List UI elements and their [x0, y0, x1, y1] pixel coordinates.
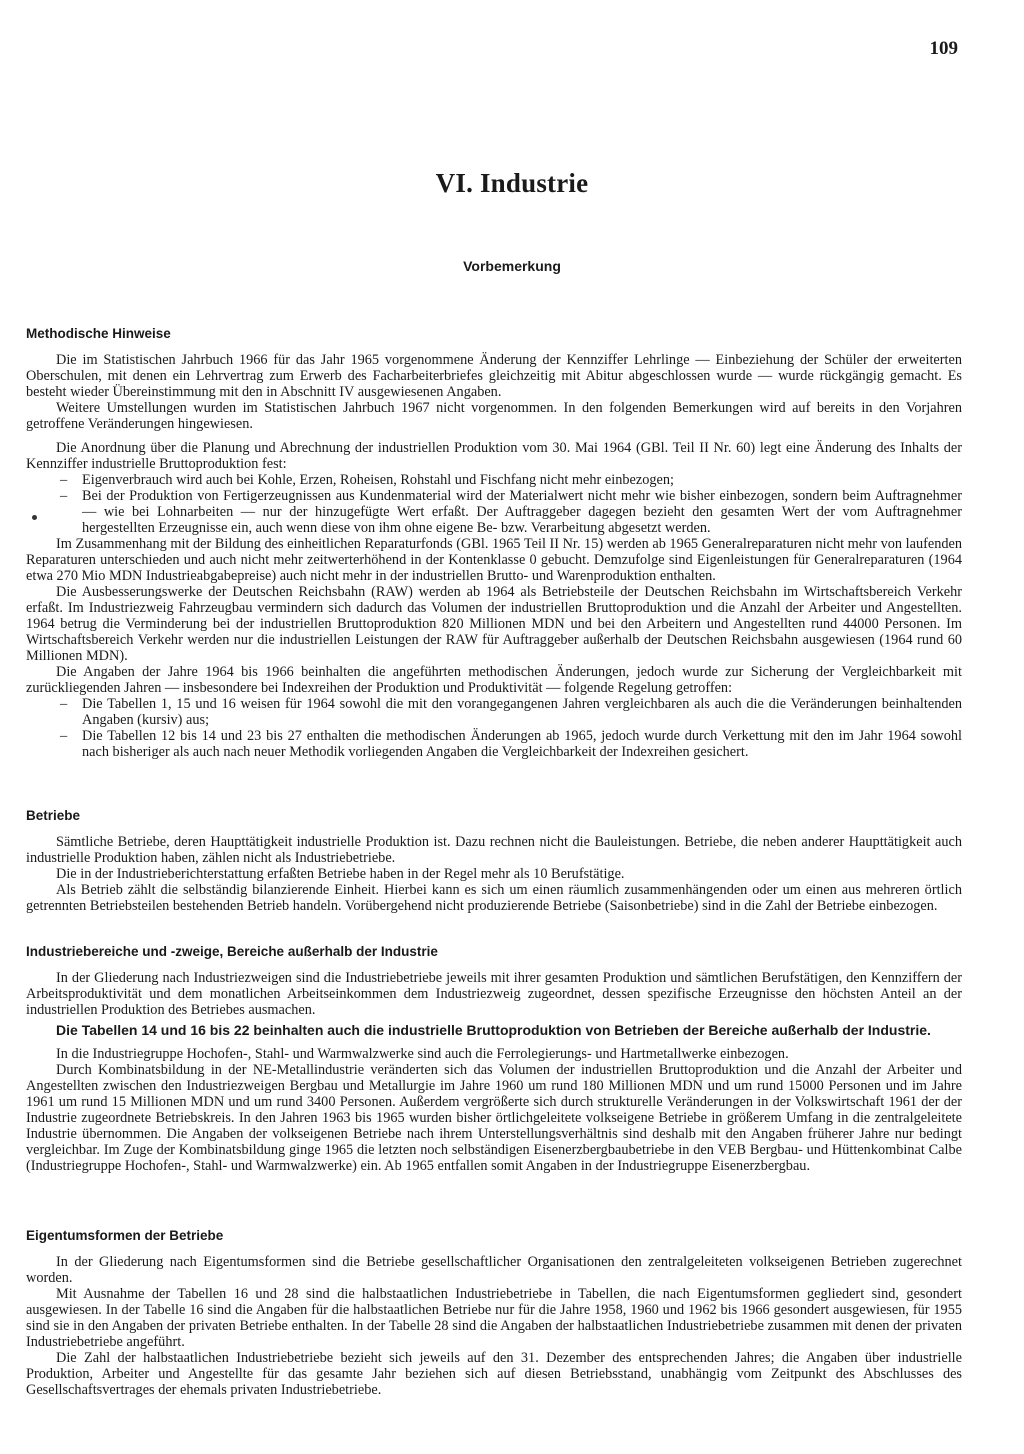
paragraph: Die Anordnung über die Planung und Abrechnung der industriellen Produktion vom 30. Mai 1964 (GBl. Teil II Nr. 60) legt eine Änderung des Inhalts der Kennziffer industrielle Bruttoproduktion fest: — [26, 440, 962, 472]
paragraph: Die Zahl der halbstaatlichen Industriebetriebe bezieht sich jeweils auf den 31. Dezember des entsprechenden Jahres; die Angaben über industrielle Produktion, Arbeiter und Angestellte für das gesamte Jahr beziehen sich auf diesen Betriebsstand, unabhängig vom Zeitpunkt des Abschlusses des Gesellschaftsvertrages der ehemals privaten Industriebetriebe. — [26, 1350, 962, 1398]
dash-list-item: – Bei der Produktion von Fertigerzeugnissen aus Kundenmaterial wird der Materialwert nicht mehr wie bisher einbezogen, sondern beim Auftragnehmer — wie bei Lohnarbeiten — nur der hinzugefügte Wert erfaßt. Der Auftraggeber dagegen bezieht den gesamten Wert der vom Auftragnehmer hergestellten Erzeugnisse ein, auch wenn diese von ihm ohne eigene Be- bzw. Verarbeitung abgesetzt werden. — [60, 488, 962, 536]
paragraph: In der Gliederung nach Industriezweigen sind die Industriebetriebe jeweils mit ihrer gesamten Produktion und sämtlichen Berufstätigen, den Kennziffern der Arbeitsproduktivität und dem monatlichen Arbeitseinkommen dem Industriezweig zugeordnet, dessen spezifische Erzeugnisse den höchsten Anteil an der industriellen Produktion des Betriebes ausmachen. — [26, 970, 962, 1018]
section-heading: Eigentumsformen der Betriebe — [26, 1228, 224, 1243]
chapter-title: VI. Industrie — [435, 168, 589, 198]
paragraph: In die Industriegruppe Hochofen-, Stahl- und Warmwalzwerke sind auch die Ferrolegierungs- und Hartmetallwerke einbezogen. — [56, 1046, 789, 1062]
preliminary-title: Vorbemerkung — [463, 258, 561, 274]
paragraph: Sämtliche Betriebe, deren Haupttätigkeit industrielle Produktion ist. Dazu rechnen nicht die Bauleistungen. Betriebe, die neben anderer Haupttätigkeit auch industrielle Produktion haben, zählen nicht als Industriebetriebe. — [26, 834, 962, 866]
section-heading: Methodische Hinweise — [26, 326, 171, 341]
dash-list-item: – Die Tabellen 12 bis 14 und 23 bis 27 enthalten die methodischen Änderungen ab 1965, jedoch wurde durch Verkettung mit den im Jahr 1964 sowohl nach bisheriger als auch nach neuer Methodik vorliegenden Angaben die Vergleichbarkeit der Indexreihen gesichert. — [60, 728, 962, 760]
dash-list-item: – Eigenverbrauch wird auch bei Kohle, Erzen, Roheisen, Rohstahl und Fischfang nicht mehr einbezogen; — [60, 472, 674, 488]
bold-paragraph: Die Tabellen 14 und 16 bis 22 beinhalten auch die industrielle Bruttoproduktion von Betrieben der Bereiche außerhalb der Industrie. — [56, 1022, 931, 1038]
paragraph: Als Betrieb zählt die selbständig bilanzierende Einheit. Hierbei kann es sich um einen räumlich zusammenhängenden oder um einen aus mehreren örtlich getrennten Betriebsteilen bestehenden Betrieb handeln. Vorübergehend nicht produzierende Betriebe (Saisonbetriebe) sind in die Zahl der Betriebe einbezogen. — [26, 882, 962, 914]
paragraph: Die Ausbesserungswerke der Deutschen Reichsbahn (RAW) werden ab 1964 als Betriebsteile der Deutschen Reichsbahn im Wirtschaftsbereich Verkehr erfaßt. Im Industriezweig Fahrzeugbau vermindern sich dadurch das Volumen der industriellen Bruttoproduktion und die Anzahl der Arbeiter und Angestellten. 1964 betrug die Verminderung bei der industriellen Bruttoproduktion 820 Millionen MDN und bei den Arbeitern und Angestellten rund 44000 Personen. Im Wirtschaftsbereich Verkehr werden nur die industriellen Leistungen der RAW für Auftraggeber außerhalb der Deutschen Reichsbahn ausgewiesen (1964 rund 60 Millionen MDN). — [26, 584, 962, 664]
paragraph: Weitere Umstellungen wurden im Statistischen Jahrbuch 1967 nicht vorgenommen. In den folgenden Bemerkungen wird auf bereits in den Vorjahren getroffene Veränderungen hingewiesen. — [26, 400, 962, 432]
section-eigentum — [26, 1228, 962, 1398]
section-bereiche — [26, 944, 962, 1174]
paragraph: In der Gliederung nach Eigentumsformen sind die Betriebe gesellschaftlicher Organisationen den zentralgeleiteten volkseigenen Betrieben zugerechnet worden. — [26, 1254, 962, 1286]
dash-list-item: – Die Tabellen 1, 15 und 16 weisen für 1964 sowohl die mit den vorangegangenen Jahren vergleichbaren als auch die die Veränderungen beinhaltenden Angaben (kursiv) aus; — [60, 696, 962, 728]
section-betriebe — [26, 808, 962, 914]
paragraph: Die in der Industrieberichterstattung erfaßten Betriebe haben in der Regel mehr als 10 Berufstätige. — [56, 866, 625, 882]
paragraph: Die im Statistischen Jahrbuch 1966 für das Jahr 1965 vorgenommene Änderung der Kennziffer Lehrlinge — Einbeziehung der Schüler der erweiterten Oberschulen, mit denen ein Lehrvertrag zum Erwerb des Facharbeiterbriefes gleichzeitig mit Abitur abgeschlossen wurde — wurde rückgängig gemacht. Es besteht wieder Übereinstimmung mit den in Abschnitt IV ausgewiesenen Angaben. — [26, 352, 962, 400]
paragraph: Mit Ausnahme der Tabellen 16 und 28 sind die halbstaatlichen Industriebetriebe in Tabellen, die nach Eigentumsformen gegliedert sind, gesondert ausgewiesen. In der Tabelle 16 sind die Angaben für die halbstaatlichen Betriebe nur für die Jahre 1958, 1960 und 1962 bis 1966 gesondert ausgewiesen, für 1955 sind sie in den Angaben der privaten Betriebe enthalten. In der Tabelle 28 sind die Angaben der halbstaatlichen Industriebetriebe zusammen mit denen der privaten Industriebetriebe angeführt. — [26, 1286, 962, 1350]
paragraph: Durch Kombinatsbildung in der NE-Metallindustrie veränderten sich das Volumen der industriellen Bruttoproduktion und die Anzahl der Arbeiter und Angestellten zwischen den Industriezweigen Bergbau und Metallurgie im Jahre 1960 um rund 180 Millionen MDN und um rund 15000 Personen und im Jahre 1961 um rund 15 Millionen MDN und um rund 3400 Personen. Außerdem vergrößerte sich durch strukturelle Veränderungen in der Volkswirtschaft 1961 der der Industrie zugeordnete Betriebskreis. In den Jahren 1963 bis 1965 wurden bisher örtlichgeleitete volkseigene Betriebe in größerem Umfang in die zentralgeleitete Industrie übernommen. Die Angaben der volkseigenen Betriebe nach ihrem Unterstellungsverhältnis sind deshalb mit den Angaben früherer Jahre nur bedingt vergleichbar. Im Zuge der Kombinatsbildung ginge 1965 die letzten noch selbständigen Eisenerzbergbaubetriebe in den VEB Bergbau- und Hüttenkombinat Calbe (Industriegruppe Hochofen-, Stahl- und Warmwalzwerke) ein. Ab 1965 entfallen somit Angaben in der Industriegruppe Eisenerzbergbau. — [26, 1062, 962, 1174]
page-number: 109 — [929, 38, 958, 59]
section-heading: Betriebe — [26, 808, 81, 823]
paragraph: Die Angaben der Jahre 1964 bis 1966 beinhalten die angeführten methodischen Änderungen, jedoch wurde zur Sicherung der Vergleichbarkeit mit zurückliegenden Jahren — insbesondere bei Indexreihen der Produktion und Produktivität — folgende Regelung getroffen: — [26, 664, 962, 696]
paragraph: Im Zusammenhang mit der Bildung des einheitlichen Reparaturfonds (GBl. 1965 Teil II Nr. 15) werden ab 1965 Generalreparaturen nicht mehr von laufenden Reparaturen unterschieden und auch nicht mehr zeitwerterhöhend in der Kontenklasse 0 gebucht. Demzufolge sind Eigenleistungen für Generalreparaturen (1964 etwa 270 Mio MDN Industrieabgabepreise) auch nicht mehr in der industriellen Brutto- und Warenproduktion enthalten. — [26, 536, 962, 584]
section-heading: Industriebereiche und -zweige, Bereiche außerhalb der Industrie — [26, 944, 438, 959]
section-methodische — [26, 326, 962, 760]
